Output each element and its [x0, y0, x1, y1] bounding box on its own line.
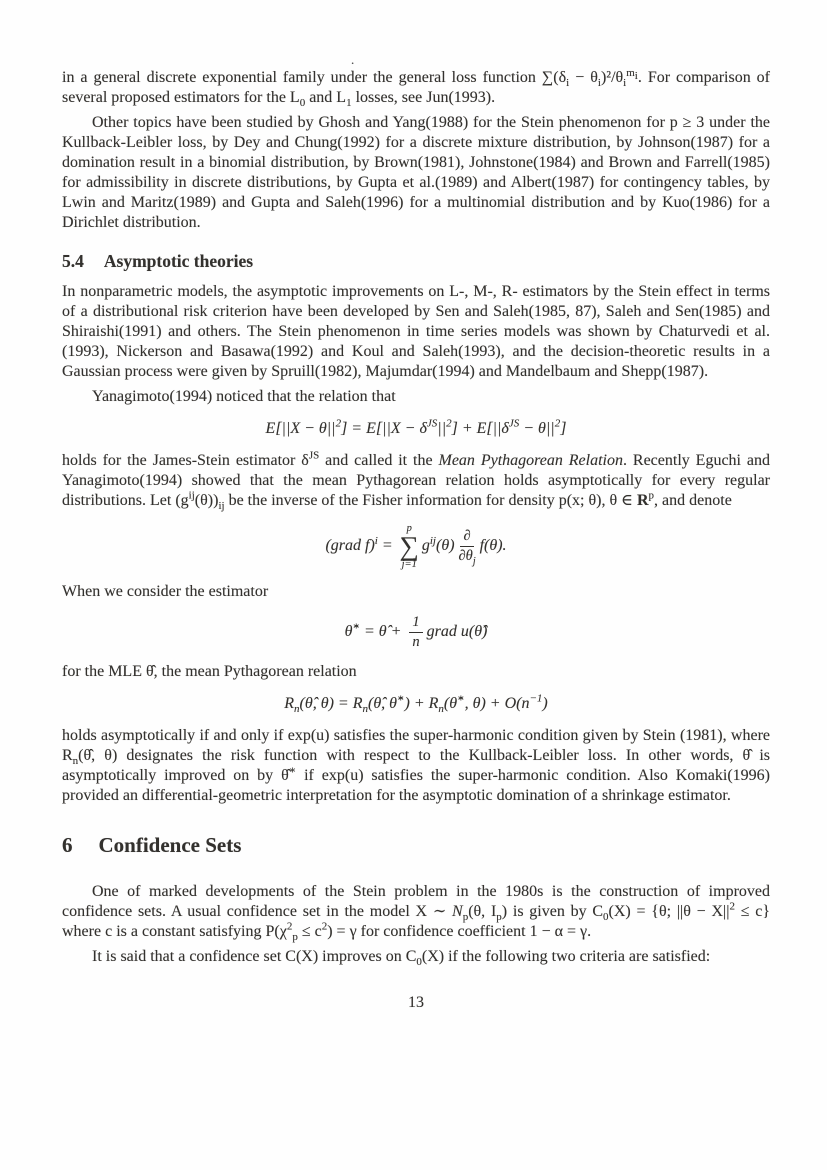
subscript: p: [496, 911, 502, 924]
text-segment: (θ): [436, 537, 455, 555]
text-segment: and L: [305, 89, 347, 106]
fraction-denominator: n: [412, 633, 420, 650]
superscript: ∗: [457, 693, 465, 706]
subscript: 1: [346, 97, 352, 110]
one-over-n-fraction: [409, 614, 422, 650]
text-segment: (θ̂, θ̂: [367, 695, 398, 713]
sigma-icon: ∑: [399, 531, 419, 561]
text-segment: ) is given by C: [501, 903, 604, 921]
mean-pythagorean-equation: [62, 419, 770, 439]
fraction-numerator: ∂: [460, 528, 473, 547]
text-segment: ∂θ: [458, 548, 473, 564]
sum-lower-limit: j=1: [401, 559, 417, 570]
text-segment: − θ: [569, 69, 598, 86]
text-segment: in a general discrete exponential family under the general loss function ∑(δ: [62, 69, 567, 86]
text-segment: ]: [560, 420, 567, 437]
text-segment: ] = E[||X − δ: [341, 420, 427, 437]
text-segment: holds asymptotically if and only if exp(u) satisfies the super-harmonic condition given by Stein (1981), where R: [62, 727, 770, 765]
text-segment: It is said that a confidence set C(X) improves on C: [92, 948, 417, 966]
superscript: ∗: [288, 765, 297, 778]
paragraph-super-harmonic: [62, 726, 770, 806]
superscript: 2: [335, 417, 342, 430]
partial-derivative-fraction: [458, 528, 476, 567]
subscript: 0: [299, 97, 306, 110]
text-segment: f(θ).: [479, 537, 507, 555]
text-segment: )²/θ: [600, 69, 624, 86]
superscript: ij: [429, 534, 436, 547]
paragraph-other-topics: Other topics have been studied by Ghosh and Yang(1988) for the Stein phenomenon for p ≥ 3 under the Kullback-Leibler loss, by Dey and Chung(1992) for a discrete mixture distribution, by Johnson(1987) for a domination result in a binomial distribution, by Brown(1981), Johnstone(1984) and Brown and Farrell(1985) for admissibility in discrete distributions, by Gupta et al.(1989) and Albert(1987) for contingency tables, by Lwin and Maritz(1989) and Gupta and Saleh(1996) for a multinomial distribution and by Kuo(1986) for a Dirichlet distribution.: [62, 114, 770, 231]
text-segment: grad u(θ̂): [426, 622, 488, 640]
text-segment: θ̂: [344, 622, 353, 640]
subscript: 0: [603, 911, 609, 924]
subsection-title: Asymptotic theories: [103, 251, 254, 271]
subscript: p: [462, 911, 469, 924]
superscript: JS: [308, 449, 320, 462]
superscript: p: [648, 489, 655, 502]
gradient-definition-equation: [62, 523, 770, 570]
text-segment: ): [542, 695, 548, 713]
section-title: Confidence Sets: [98, 833, 242, 858]
paragraph-loss-function: [62, 68, 770, 108]
shrinkage-estimator-equation: [62, 614, 770, 650]
text-segment: ≤ c} where c is a constant satisfying P(χ: [62, 903, 771, 941]
text-segment: losses, see Jun(1993).: [351, 89, 496, 106]
superscript: 2: [321, 921, 328, 934]
subscript: i: [623, 77, 627, 90]
text-segment: g: [421, 537, 430, 555]
subsection-number: 5.4: [62, 251, 84, 271]
subscript: i: [597, 77, 601, 90]
superscript: JS: [426, 417, 438, 430]
risk-decomposition-equation: [62, 694, 770, 714]
superscript: i: [374, 534, 378, 547]
superscript: [626, 66, 638, 82]
superscript: ∗: [352, 620, 360, 633]
summation-symbol: [400, 523, 419, 570]
text-segment: − θ||: [519, 420, 555, 437]
text-segment: . Recently Eguchi and Yanagimoto(1994) showed that the mean Pythagorean relation holds asymptotically for every regular distributions. Let (g: [62, 452, 771, 509]
text-segment: if exp(u) satisfies the super-harmonic condition. Also Komaki(1996) provided an differential-geometric interpretation for the asymptotic domination of a shrinkage estimator.: [62, 767, 770, 805]
subscript: 0: [416, 956, 422, 969]
superscript: JS: [508, 417, 520, 430]
superscript: 2: [554, 417, 561, 430]
text-segment: (θ̂: [443, 695, 458, 713]
text-segment: E[||X − θ||: [265, 420, 336, 437]
section-heading-6: [62, 832, 770, 858]
subscript: ij: [218, 500, 225, 513]
text-segment: (θ, I: [468, 903, 497, 921]
paragraph-mle: for the MLE θ̂, the mean Pythagorean relation: [62, 663, 357, 681]
script-N-symbol: N: [452, 903, 463, 921]
text-segment: (X) if the following two criteria are satisfied:: [421, 948, 711, 966]
text-segment: One of marked developments of the Stein problem in the 1980s is the construction of improved confidence sets. A usual confidence set in the model X ∼: [62, 883, 770, 921]
subscript: n: [294, 703, 300, 716]
paragraph-yanagimoto: Yanagimoto(1994) noticed that the relation that: [92, 388, 396, 405]
section-number: 6: [62, 833, 73, 858]
superscript: 2: [286, 921, 293, 934]
text-segment: (grad f): [325, 537, 375, 555]
subscript: i: [634, 69, 638, 82]
subscript: i: [566, 77, 570, 90]
text-segment: . For comparison of several proposed estimators for the L: [62, 69, 771, 106]
page-number: 13: [408, 994, 424, 1012]
text-segment: and called it the: [319, 452, 439, 469]
italic-term: Mean Pythagorean Relation: [438, 452, 623, 469]
paragraph-confidence-sets: [62, 882, 770, 942]
text-segment: m: [626, 66, 635, 79]
fraction-numerator: 1: [409, 614, 422, 633]
subscript: n: [72, 755, 79, 768]
fraction-denominator: [459, 547, 476, 565]
text-segment: , θ) + O(n: [464, 695, 530, 713]
text-segment: (X) = {θ; ||θ − X||: [608, 903, 730, 921]
scan-artifact-dot: .: [351, 52, 355, 67]
superscript: ij: [188, 489, 195, 502]
text-segment: R: [284, 695, 295, 713]
paragraph-when-consider: When we consider the estimator: [62, 583, 269, 600]
paragraph-nonparametric: In nonparametric models, the asymptotic improvements on L-, M-, R- estimators by the Stein effect in terms of a distributional risk criterion have been developed by Sen and Saleh(1985, 87), Saleh and Sen(1985) and Shiraishi(1991) and others. The Stein phenomenon in time series models was shown by Chaturvedi et al.(1993), Nickerson and Basawa(1992) and Koul and Saleh(1993), and the decision-theoretic results in a Gaussian process were given by Spruill(1982), Majumdar(1994) and Mandelbaum and Shepp(1987).: [62, 283, 770, 380]
subscript: n: [438, 703, 444, 716]
paragraph-james-stein: [62, 451, 770, 511]
text-segment: holds for the James-Stein estimator δ: [62, 452, 309, 469]
superscript: 2: [729, 901, 735, 914]
text-segment: =: [377, 537, 397, 555]
text-segment: (θ̂, θ) designates the risk function with respect to the Kullback-Leibler loss. In other words, θ̂ is asymptotically improved on by θ̂: [62, 747, 770, 785]
subsection-heading-5-4: [62, 251, 770, 272]
subscript: p: [292, 931, 298, 944]
text-segment: , and denote: [654, 492, 732, 509]
text-segment: ] + E[||δ: [451, 420, 509, 437]
superscript: 2: [446, 417, 452, 430]
bold-R-symbol: R: [636, 492, 649, 509]
superscript: ∗: [397, 693, 405, 706]
text-segment: ≤ c: [297, 923, 322, 941]
text-segment: (θ)): [194, 492, 219, 509]
subscript: n: [362, 703, 368, 716]
text-segment: be the inverse of the Fisher information for density p(x; θ), θ ∈: [224, 492, 637, 509]
text-segment: ) + R: [404, 695, 439, 713]
paragraph-improves: [62, 947, 770, 967]
text-segment: (θ̂, θ) = R: [299, 695, 363, 713]
text-segment: = θ̂ +: [359, 622, 406, 640]
sum-upper-limit: p: [406, 523, 412, 534]
superscript: −1: [529, 693, 543, 706]
subscript: j: [472, 555, 476, 567]
text-segment: ||: [437, 420, 447, 437]
text-segment: ) = γ for confidence coefficient 1 − α = γ.: [327, 923, 592, 941]
